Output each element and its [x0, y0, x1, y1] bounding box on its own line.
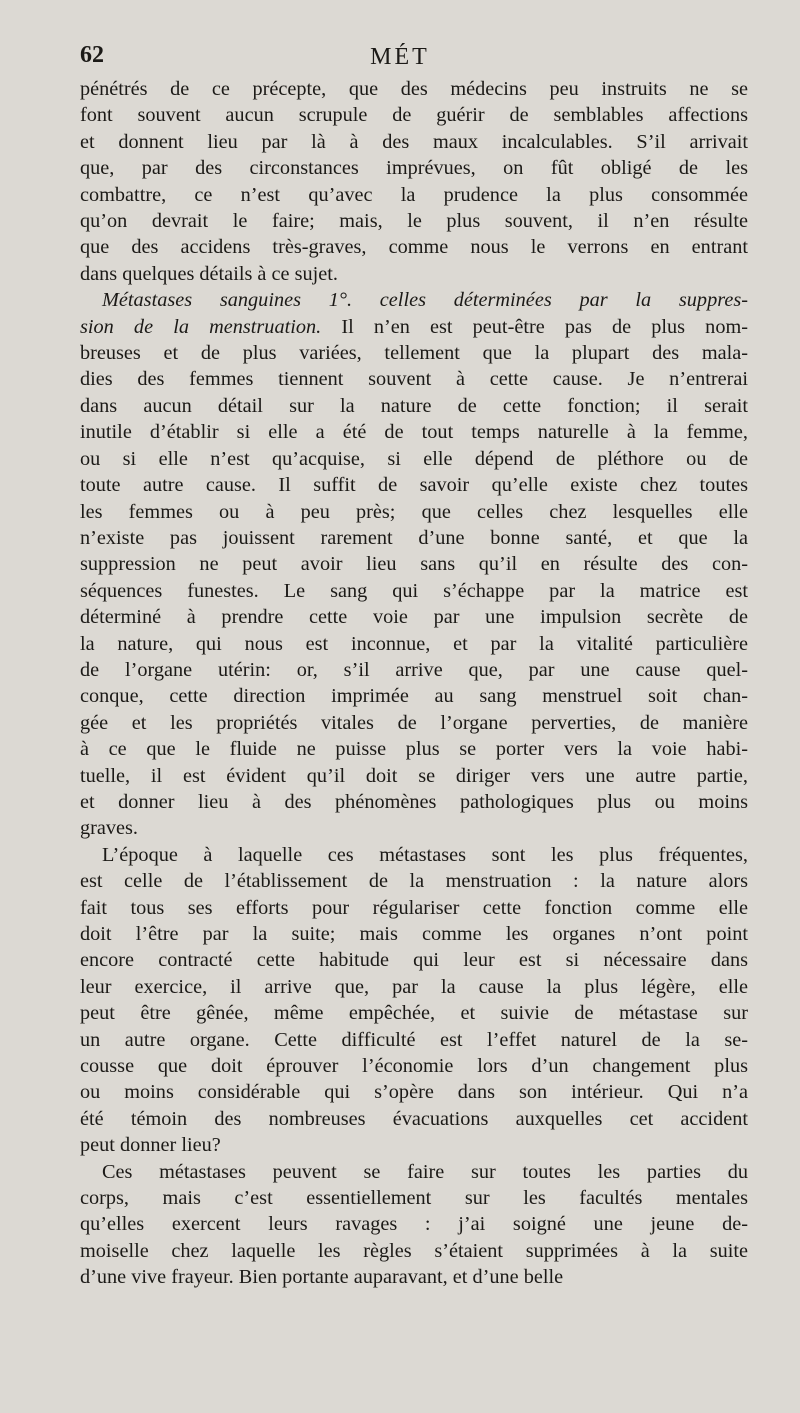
text-line: encore contracté cette habitude qui leur est si nécessaire dans	[80, 949, 748, 972]
text-line: graves.	[80, 817, 139, 840]
text-line: la nature, qui nous est inconnue, et par la vitalité particulière	[80, 632, 748, 655]
text-line: toute autre cause. Il suffit de savoir qu’elle existe chez toutes	[80, 474, 748, 497]
text-line: cousse que doit éprouver l’économie lors d’un changement plus	[80, 1055, 748, 1078]
text-line: et donner lieu à des phénomènes pathologiques plus ou moins	[80, 790, 748, 813]
text-line: Ces métastases peuvent se faire sur toutes les parties du	[102, 1160, 748, 1183]
text-line: peut donner lieu?	[80, 1134, 221, 1157]
text-line: dans aucun détail sur la nature de cette fonction; il serait	[80, 394, 748, 417]
text-line: ou si elle n’est qu’acquise, si elle dépend de pléthore ou de	[80, 447, 748, 470]
text-line: conque, cette direction imprimée au sang menstruel soit chan-	[80, 685, 748, 708]
text-line: fait tous ses efforts pour régulariser cette fonction comme elle	[80, 896, 748, 919]
paragraph	[80, 76, 748, 287]
text-line: les femmes ou à peu près; que celles chez lesquelles elle	[80, 500, 748, 523]
text-line: L’époque à laquelle ces métastases sont les plus fréquentes,	[102, 843, 748, 866]
text-line: tuelle, il est évident qu’il doit se diriger vers une autre partie,	[80, 764, 748, 787]
page-number: 62	[80, 42, 104, 68]
text-line: ou moins considérable qui s’opère dans son intérieur. Qui n’a	[80, 1081, 748, 1104]
text-line: à ce que le fluide ne puisse plus se porter vers la voie habi-	[80, 738, 748, 761]
body-text	[80, 76, 748, 1291]
text-line: d’une vive frayeur. Bien portante auparavant, et d’une belle	[80, 1266, 564, 1289]
text-line: font souvent aucun scrupule de guérir de semblables affections	[80, 104, 748, 127]
text-line: dies des femmes tiennent souvent à cette cause. Je n’entrerai	[80, 368, 748, 391]
text-line: qu’elles exercent leurs ravages : j’ai soigné une jeune de-	[80, 1213, 748, 1236]
text-line: doit l’être par la suite; mais comme les organes n’ont point	[80, 923, 748, 945]
text-line: inutile d’établir si elle a été de tout temps naturelle à la femme,	[80, 421, 748, 444]
text-line: et donnent lieu par là à des maux incalculables. S’il arrivait	[80, 130, 748, 153]
page-header	[0, 36, 800, 76]
paragraph	[80, 287, 748, 842]
text-line: leur exercice, il arrive que, par la cause la plus légère, elle	[80, 975, 748, 998]
paragraph	[80, 842, 748, 1159]
text-line: de l’organe utérin: or, s’il arrive que, par une cause quel-	[80, 658, 748, 681]
text-line: gée et les propriétés vitales de l’organe perverties, de manière	[80, 711, 748, 734]
text-line: déterminé à prendre cette voie par une impulsion secrète de	[80, 606, 748, 629]
text-line: sion de la menstruation. Il n’en est peut-être pas de plus nom-	[80, 315, 748, 338]
text-line: combattre, ce n’est qu’avec la prudence la plus consommée	[80, 183, 748, 206]
text-line: n’existe pas jouissent rarement d’une bonne santé, et que la	[80, 526, 748, 549]
text-line: corps, mais c’est essentiellement sur les facultés mentales	[80, 1187, 748, 1210]
text-line: suppression ne peut avoir lieu sans qu’il en résulte des con-	[80, 553, 748, 576]
text-line: peut être gênée, même empêchée, et suivie de métastase sur	[80, 1002, 748, 1025]
text-line: Métastases sanguines 1°. celles déterminées par la suppres-	[102, 289, 748, 312]
text-line: que des accidens très-graves, comme nous le verrons en entrant	[80, 236, 748, 259]
text-line: été témoin des nombreuses évacuations auxquelles cet accident	[80, 1107, 748, 1130]
text-line: est celle de l’établissement de la menstruation : la nature alors	[80, 870, 748, 893]
text-line: qu’on devrait le faire; mais, le plus souvent, il n’en résulte	[80, 210, 748, 233]
text-line: que, par des circonstances imprévues, on fût obligé de les	[80, 157, 748, 180]
text-line: moiselle chez laquelle les règles s’étaient supprimées à la suite	[80, 1239, 748, 1262]
text-line: un autre organe. Cette difficulté est l’effet naturel de la se-	[80, 1028, 748, 1051]
running-head: MÉT	[370, 44, 430, 70]
text-line: pénétrés de ce précepte, que des médecins peu instruits ne se	[80, 78, 748, 100]
paragraph	[80, 1159, 748, 1291]
text-line: breuses et de plus variées, tellement que la plupart des mala-	[80, 342, 748, 365]
text-line: séquences funestes. Le sang qui s’échappe par la matrice est	[80, 579, 748, 602]
text-line: dans quelques détails à ce sujet.	[80, 262, 338, 285]
